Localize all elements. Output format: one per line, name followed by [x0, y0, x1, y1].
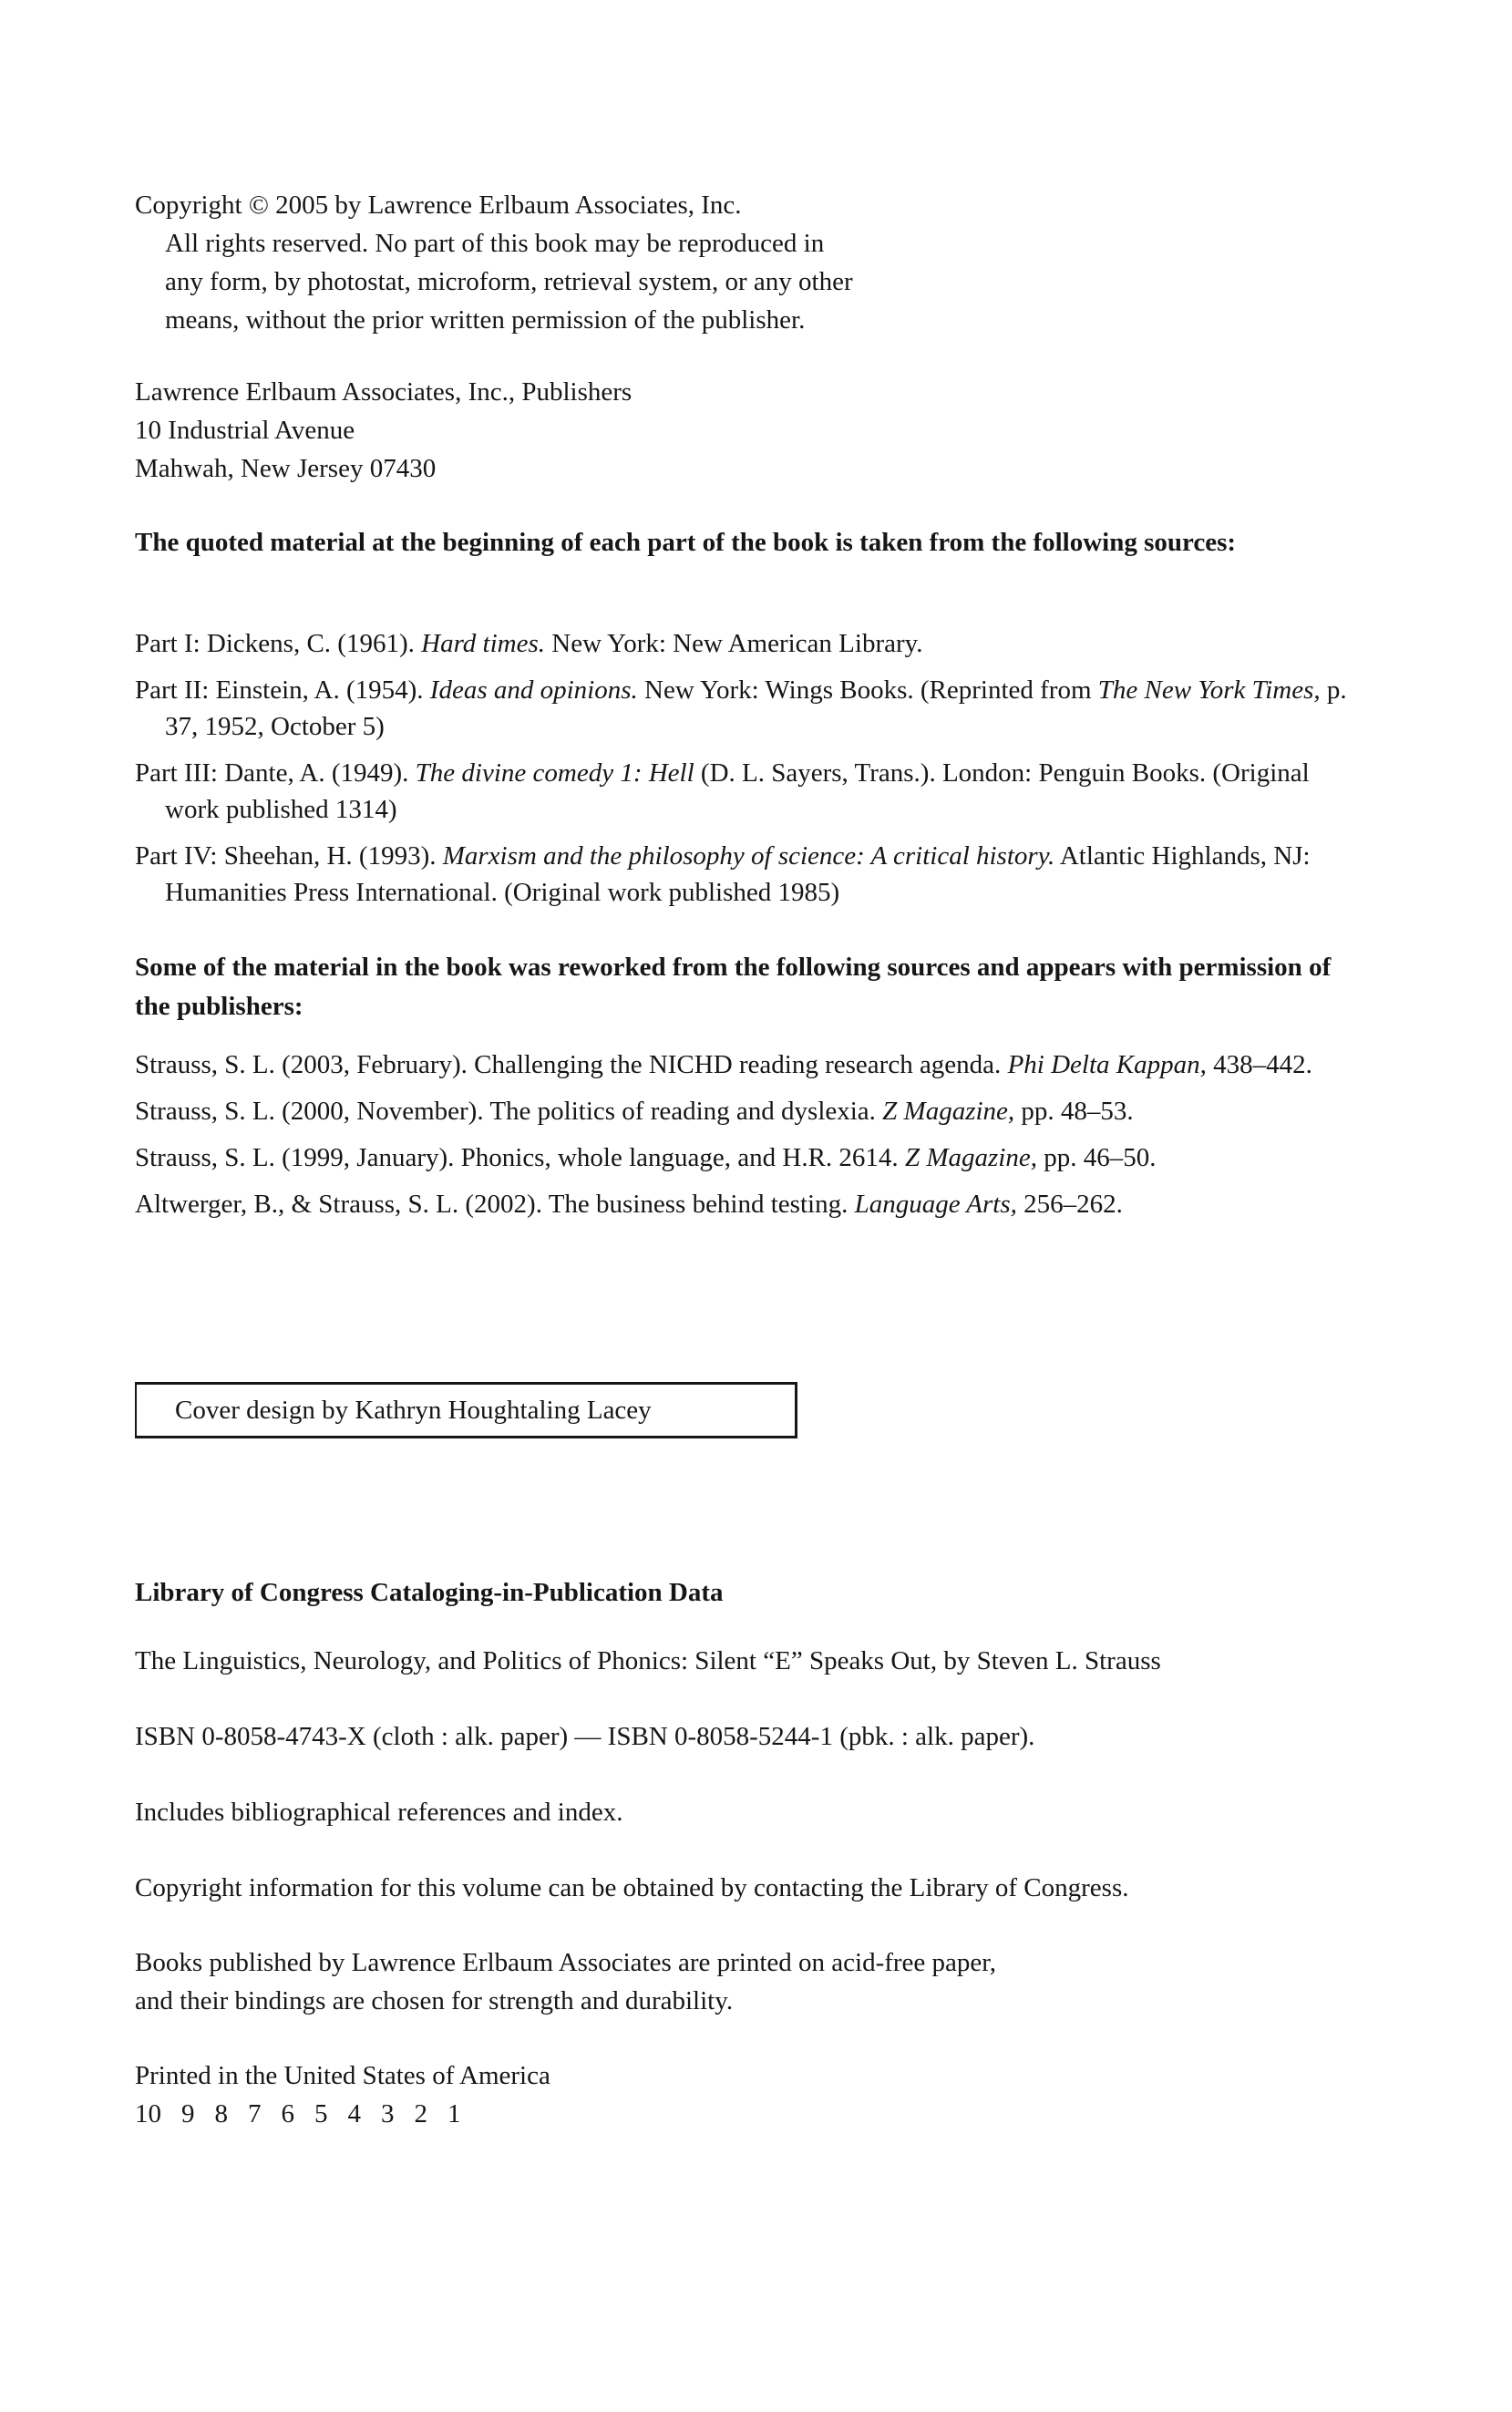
printing-number: 5 [314, 2099, 328, 2129]
printing-number-line [135, 2095, 481, 2133]
printing-number: 6 [281, 2099, 294, 2129]
printing-number: 8 [214, 2099, 228, 2129]
quoted-source-item: Part II: Einstein, A. (1954). Ideas and opinions. New York: Wings Books. (Reprinted from The New York Times, p. 37, 1952, October 5) [135, 675, 1347, 741]
printing-number: 3 [381, 2099, 395, 2129]
reworked-source-item: Strauss, S. L. (2003, February). Challenging the NICHD reading research agenda. Phi Delta Kappan, 438–442. [135, 1050, 1312, 1079]
reworked-source-item: Altwerger, B., & Strauss, S. L. (2002). The business behind testing. Language Arts, 256–262. [135, 1190, 1123, 1219]
publisher-city: Mahwah, New Jersey 07430 [135, 454, 437, 483]
reworked-sources-heading: Some of the material in the book was reworked from the following sources and appears with permission of the publishers: [135, 953, 1332, 1021]
reworked-source-item: Strauss, S. L. (2000, November). The politics of reading and dyslexia. Z Magazine, pp. 48–53. [135, 1097, 1134, 1126]
printing-number: 7 [248, 2099, 262, 2129]
cover-design-credit: Cover design by Kathryn Houghtaling Lacey [175, 1395, 652, 1425]
quoted-source-item: Part III: Dante, A. (1949). The divine comedy 1: Hell (D. L. Sayers, Trans.). London: Penguin Books. (Original work published 1314) [135, 758, 1310, 824]
printing-number: 2 [414, 2099, 427, 2129]
publisher-address [135, 373, 632, 488]
quoted-sources-list [135, 625, 1356, 921]
cip-paper-line-2: and their bindings are chosen for strength and durability. [135, 1986, 734, 2015]
reworked-sources-list [135, 1046, 1356, 1232]
printed-in-line: Printed in the United States of America [135, 2061, 550, 2090]
cip-copyright-info: Copyright information for this volume can be obtained by contacting the Library of Congress. [135, 1873, 1129, 1902]
publisher-street: 10 Industrial Avenue [135, 416, 355, 445]
cip-includes-line: Includes bibliographical references and index. [135, 1798, 623, 1827]
quoted-source-item: Part IV: Sheehan, H. (1993). Marxism and the philosophy of science: A critical history. Atlantic Highlands, NJ: Humanities Press International. (Original work published 1985) [135, 841, 1311, 907]
printing-number: 9 [181, 2099, 195, 2129]
rights-line-3: means, without the prior written permission of the publisher. [165, 305, 806, 335]
publisher-name: Lawrence Erlbaum Associates, Inc., Publishers [135, 377, 633, 407]
rights-line-1: All rights reserved. No part of this book may be reproduced in [165, 229, 825, 258]
rights-line-2: any form, by photostat, microform, retrieval system, or any other [165, 267, 853, 296]
cover-design-box [135, 1382, 797, 1438]
cip-title-line: The Linguistics, Neurology, and Politics of Phonics: Silent “E” Speaks Out, by Steven L. Strauss [135, 1646, 1161, 1675]
printing-number: 1 [447, 2099, 461, 2129]
cip-isbn-line: ISBN 0-8058-4743-X (cloth : alk. paper) — ISBN 0-8058-5244-1 (pbk. : alk. paper). [135, 1722, 1035, 1751]
copyright-line: Copyright © 2005 by Lawrence Erlbaum Associates, Inc. [135, 191, 742, 220]
cip-paper-line-1: Books published by Lawrence Erlbaum Associates are printed on acid-free paper, [135, 1948, 997, 1977]
printing-number: 4 [347, 2099, 361, 2129]
quoted-source-item: Part I: Dickens, C. (1961). Hard times. New York: New American Library. [135, 629, 923, 658]
quoted-sources-heading: The quoted material at the beginning of each part of the book is taken from the following sources: [135, 528, 1237, 557]
cip-heading: Library of Congress Cataloging-in-Publication Data [135, 1578, 724, 1607]
reworked-source-item: Strauss, S. L. (1999, January). Phonics, whole language, and H.R. 2614. Z Magazine, pp. 46–50. [135, 1143, 1157, 1172]
copyright-block [135, 186, 853, 339]
printing-number: 10 [135, 2099, 161, 2129]
